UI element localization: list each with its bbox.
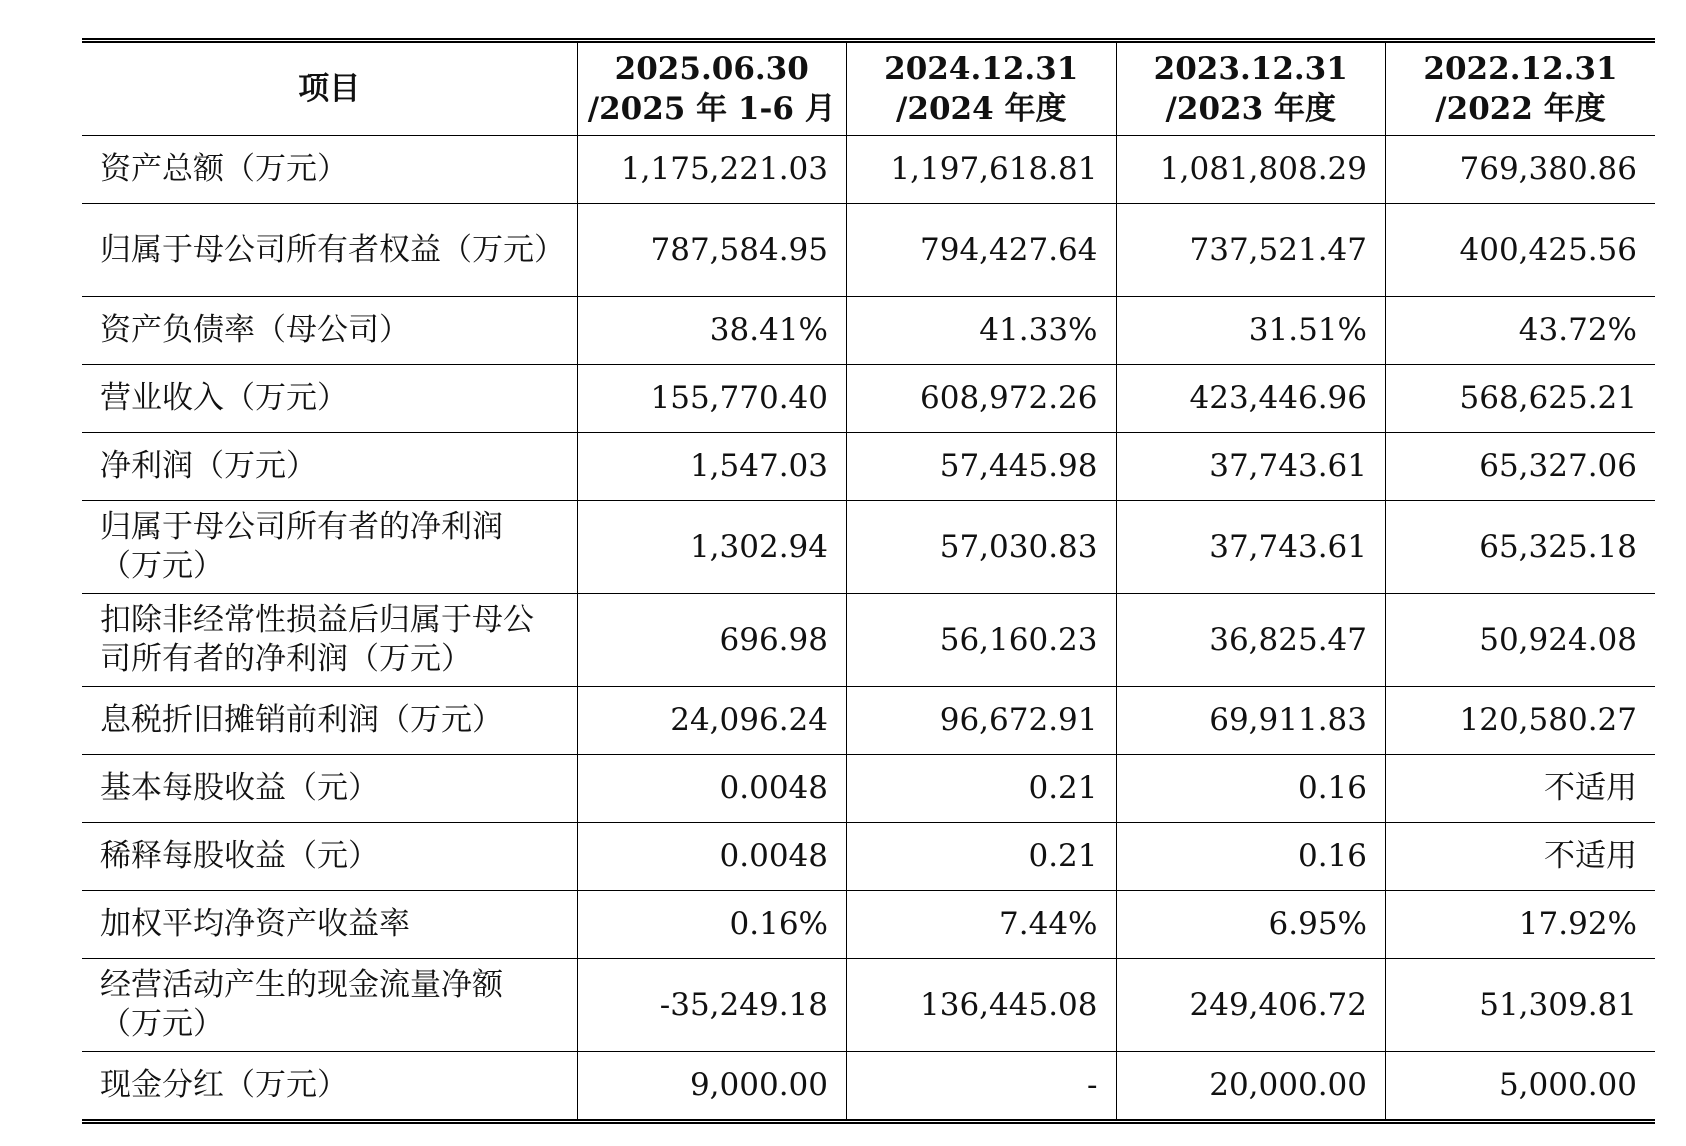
cell-value: 1,081,808.29 (1116, 136, 1386, 204)
table-row (82, 1052, 1655, 1122)
cell-value: 36,825.47 (1116, 594, 1386, 687)
row-label: 稀释每股收益（元） (82, 823, 577, 891)
cell-value: 31.51% (1116, 297, 1386, 365)
cell-value: 423,446.96 (1116, 365, 1386, 433)
cell-value: 0.16 (1116, 823, 1386, 891)
header-item-label: 项目 (298, 71, 361, 107)
row-label: 资产负债率（母公司） (82, 297, 577, 365)
header-period: /2025 年 1-6 月 (587, 91, 836, 127)
cell-value: 41.33% (847, 297, 1117, 365)
cell-value: 0.21 (847, 755, 1117, 823)
cell-value: -35,249.18 (577, 959, 847, 1052)
cell-value: 249,406.72 (1116, 959, 1386, 1052)
row-label: 营业收入（万元） (82, 365, 577, 433)
header-period-2023 (1116, 41, 1386, 136)
cell-value: 65,325.18 (1386, 501, 1656, 594)
table-row (82, 297, 1655, 365)
header-date: 2025.06.30 (614, 51, 809, 87)
cell-value: 96,672.91 (847, 687, 1117, 755)
cell-value: 400,425.56 (1386, 204, 1656, 297)
table-row (82, 501, 1655, 594)
cell-value: 0.0048 (577, 823, 847, 891)
cell-value: 不适用 (1386, 755, 1656, 823)
row-label: 息税折旧摊销前利润（万元） (82, 687, 577, 755)
cell-value: 43.72% (1386, 297, 1656, 365)
row-label: 加权平均净资产收益率 (82, 891, 577, 959)
cell-value: 37,743.61 (1116, 501, 1386, 594)
cell-value: 不适用 (1386, 823, 1656, 891)
row-label: 基本每股收益（元） (82, 755, 577, 823)
row-label: 净利润（万元） (82, 433, 577, 501)
cell-value: 51,309.81 (1386, 959, 1656, 1052)
row-label: 经营活动产生的现金流量净额（万元） (82, 959, 577, 1052)
cell-value: 120,580.27 (1386, 687, 1656, 755)
cell-value: 787,584.95 (577, 204, 847, 297)
financial-table-container (82, 38, 1655, 1124)
table-row (82, 433, 1655, 501)
header-row (82, 41, 1655, 136)
table-row (82, 823, 1655, 891)
cell-value: 7.44% (847, 891, 1117, 959)
header-period: /2024 年度 (896, 91, 1067, 127)
header-period: /2022 年度 (1435, 91, 1606, 127)
header-date: 2023.12.31 (1153, 51, 1348, 87)
cell-value: 1,547.03 (577, 433, 847, 501)
cell-value: 56,160.23 (847, 594, 1117, 687)
header-item (82, 41, 577, 136)
row-label: 扣除非经常性损益后归属于母公司所有者的净利润（万元） (82, 594, 577, 687)
cell-value: 696.98 (577, 594, 847, 687)
cell-value: 0.16 (1116, 755, 1386, 823)
header-period: /2023 年度 (1165, 91, 1336, 127)
cell-value: 38.41% (577, 297, 847, 365)
row-label: 现金分红（万元） (82, 1052, 577, 1122)
cell-value: 1,197,618.81 (847, 136, 1117, 204)
row-label: 归属于母公司所有者的净利润（万元） (82, 501, 577, 594)
table-row (82, 594, 1655, 687)
cell-value: 769,380.86 (1386, 136, 1656, 204)
header-date: 2022.12.31 (1423, 51, 1618, 87)
cell-value: 57,445.98 (847, 433, 1117, 501)
cell-value: 568,625.21 (1386, 365, 1656, 433)
table-row (82, 755, 1655, 823)
cell-value: 794,427.64 (847, 204, 1117, 297)
cell-value: 6.95% (1116, 891, 1386, 959)
cell-value: 5,000.00 (1386, 1052, 1656, 1122)
cell-value: 155,770.40 (577, 365, 847, 433)
cell-value: 17.92% (1386, 891, 1656, 959)
table-row (82, 365, 1655, 433)
table-row (82, 204, 1655, 297)
cell-value: 37,743.61 (1116, 433, 1386, 501)
cell-value: 0.16% (577, 891, 847, 959)
header-period-2024 (847, 41, 1117, 136)
cell-value: 0.0048 (577, 755, 847, 823)
cell-value: 20,000.00 (1116, 1052, 1386, 1122)
cell-value: 737,521.47 (1116, 204, 1386, 297)
financial-data-table (82, 38, 1655, 1124)
cell-value: 57,030.83 (847, 501, 1117, 594)
cell-value: 24,096.24 (577, 687, 847, 755)
row-label: 资产总额（万元） (82, 136, 577, 204)
cell-value: - (847, 1052, 1117, 1122)
header-period-2022 (1386, 41, 1656, 136)
cell-value: 65,327.06 (1386, 433, 1656, 501)
cell-value: 69,911.83 (1116, 687, 1386, 755)
cell-value: 136,445.08 (847, 959, 1117, 1052)
cell-value: 0.21 (847, 823, 1117, 891)
row-label: 归属于母公司所有者权益（万元） (82, 204, 577, 297)
cell-value: 1,175,221.03 (577, 136, 847, 204)
table-row (82, 959, 1655, 1052)
cell-value: 1,302.94 (577, 501, 847, 594)
cell-value: 50,924.08 (1386, 594, 1656, 687)
cell-value: 9,000.00 (577, 1052, 847, 1122)
header-period-2025h1 (577, 41, 847, 136)
table-row (82, 687, 1655, 755)
table-row (82, 136, 1655, 204)
cell-value: 608,972.26 (847, 365, 1117, 433)
header-date: 2024.12.31 (884, 51, 1079, 87)
table-row (82, 891, 1655, 959)
